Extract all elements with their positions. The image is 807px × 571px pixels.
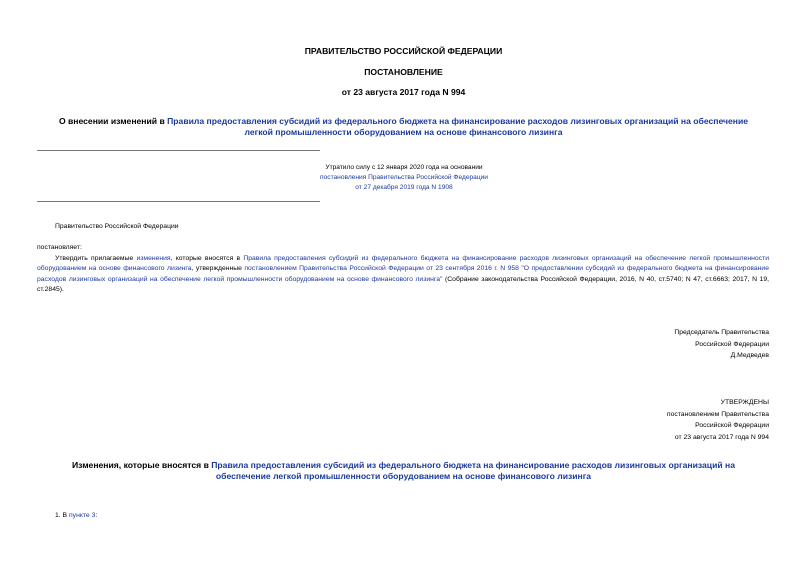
item-1-suffix: : [95,512,98,519]
changes-title-prefix: Изменения, которые вносятся в [71,460,212,470]
bottom-divider [37,201,320,202]
main-paragraph [37,254,769,296]
approval-heading: УТВЕРЖДЕНЫ [720,399,769,406]
government-rf-label: Правительство Российской Федерации [55,223,179,230]
title-rules-link[interactable]: Правила предоставления субсидий из федерального бюджета на финансирование расходов лизинговых организаций на обеспечение [167,116,749,126]
repeal-decree-date-link[interactable]: от 27 декабря 2019 года N 1908 [355,184,453,191]
collection-text: (Собрание законодательства Российской Федерации, 2016, N 40, ст.5740; N 47, ст.6663; 2017, N 19, ст.2845). [37,275,769,294]
signature-position-2: Российской Федерации [695,340,769,348]
item-1 [55,512,97,519]
approval-line-2: постановлением Правительства [666,410,769,418]
which-text: , которые вносятся в [170,255,244,262]
changes-title [30,460,777,482]
changes-rules-link[interactable]: Правила предоставления субсидий из федерального бюджета на финансирование расходов лизинговых организаций на [211,460,736,470]
item-1-prefix: 1. В [55,512,69,519]
signature-name: Д.Медведев [730,352,769,359]
signature-position-1: Председатель Правительства [674,329,769,336]
changes-link[interactable]: изменения [136,255,171,262]
approval-line-4: от 23 августа 2017 года N 994 [674,433,769,441]
repeal-decree-link[interactable]: постановления Правительства Российской Федерации [320,174,488,181]
status-note-line1: Утратило силу с 12 января 2020 года на основании [325,164,483,171]
status-note [250,163,558,193]
decree-958-link[interactable]: постановлением Правительства Российской Федерации от 23 сентября 2016 г. N 958 "О предоставлении субсидий из федерального бюджета на финансирование расходов лизинговых организаций на обеспечение легкой промышленности оборудованием на основе финансового лизинга" [37,265,769,283]
changes-rules-link-cont[interactable]: обеспечение легкой промышленности оборудованием на основе финансового лизинга [215,471,592,481]
approval-line-3: Российской Федерации [695,422,769,429]
title-rules-link-cont[interactable]: легкой промышленности оборудованием на основе финансового лизинга [244,127,563,137]
top-divider [37,150,320,151]
document-date-number: от 23 августа 2017 года N 994 [341,87,466,97]
document-type: ПОСТАНОВЛЕНИЕ [364,67,443,77]
approve-text: Утвердить прилагаемые [55,255,137,262]
title-prefix: О внесении изменений в [58,116,168,126]
signature-block [560,327,769,362]
item-1-clause-link[interactable]: пункте 3 [68,512,96,519]
government-heading: ПРАВИТЕЛЬСТВО РОССИЙСКОЙ ФЕДЕРАЦИИ [304,46,503,56]
approval-block [560,397,769,443]
rules-link[interactable]: Правила предоставления субсидий из федерального бюджета на финансирование расходов лизинговых организаций на обеспечение легкой промышленности оборудованием на основе финансового лизинга [37,255,769,273]
decides-label: постановляет: [37,244,82,251]
approved-by-text: , утвержденные [191,265,245,273]
document-title [30,116,777,138]
